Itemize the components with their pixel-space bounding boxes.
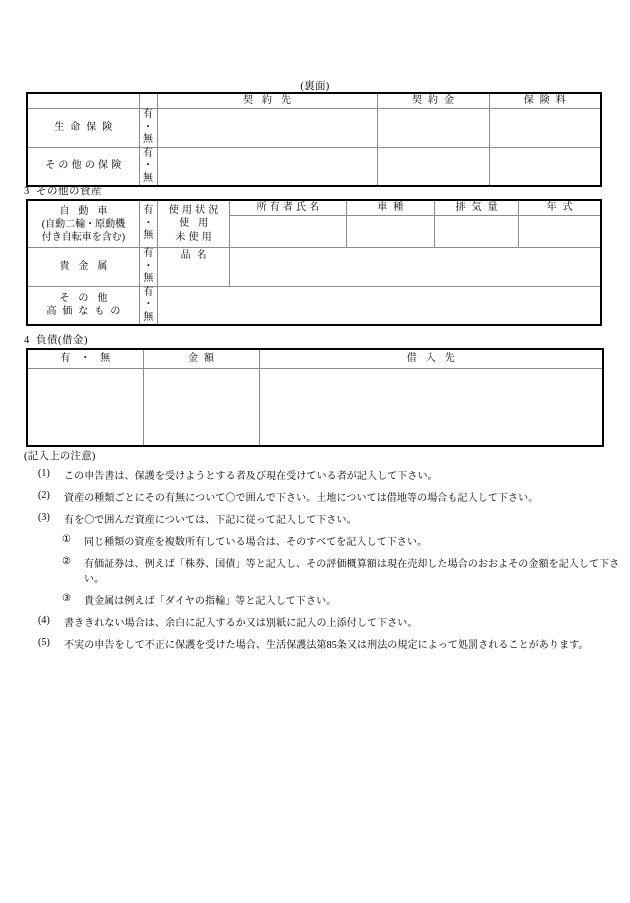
- vehicle-no: 無: [143, 230, 154, 242]
- vehicle-dot: ・: [143, 217, 154, 229]
- life-insurance-contract-amount-field[interactable]: [377, 109, 489, 148]
- note-item: [24, 491, 624, 506]
- liabilities-amount-label: 金額: [188, 352, 220, 364]
- other-valuables-yes: 有: [143, 286, 154, 298]
- insurance-header-blank: [27, 93, 139, 109]
- life-insurance-dot: ・: [143, 121, 153, 133]
- precious-metals-dot: ・: [143, 260, 154, 272]
- note-item: [24, 513, 624, 528]
- note-marker: ②: [62, 555, 72, 567]
- note-marker: (2): [38, 489, 50, 501]
- note-text: 不実の申告をして不正に保護を受けた場合、生活保護法第85条又は刑法の規定によって処罰されることがあります。: [64, 639, 589, 651]
- note-marker: (1): [38, 467, 50, 479]
- note-marker: (5): [38, 636, 50, 648]
- note-marker: (3): [38, 511, 50, 523]
- vehicle-label-line2: (自動二輪・原動機: [41, 218, 126, 230]
- vehicle-type-field[interactable]: [346, 216, 434, 248]
- note-text: 同じ種類の資産を複数所有している場合は、そのすべてを記入して下さい。: [84, 536, 428, 548]
- other-assets-heading-label: その他の資産: [36, 186, 102, 197]
- note-item: [24, 557, 624, 587]
- other-valuables-yesno-cell[interactable]: [139, 286, 157, 325]
- other-insurance-dot: ・: [143, 160, 153, 171]
- life-insurance-no: 無: [143, 134, 153, 145]
- precious-metals-item-name-label: 品名: [180, 250, 213, 261]
- note-text: 有を〇で囲んだ資産については、下記に従って記入して下さい。: [64, 514, 357, 526]
- precious-metals-item-name-header: [157, 248, 229, 287]
- other-valuables-field[interactable]: [157, 286, 601, 325]
- liabilities-lender-field[interactable]: [259, 369, 603, 447]
- life-insurance-contractor-field[interactable]: [157, 109, 377, 148]
- vehicle-owner-name-label: 所有者氏名: [256, 201, 323, 213]
- note-marker: ③: [62, 592, 72, 604]
- insurance-header-premium: [489, 93, 601, 109]
- vehicle-type-label: 車種: [377, 201, 410, 213]
- vehicle-usage-unused[interactable]: 未使用: [175, 231, 215, 243]
- note-marker: (4): [38, 614, 50, 626]
- life-insurance-premium-field[interactable]: [489, 109, 601, 148]
- other-valuables-label-line2: 高価なもの: [46, 306, 127, 318]
- other-valuables-label-line1: その他: [59, 293, 117, 305]
- life-insurance-label-cell: [27, 109, 139, 148]
- vehicle-model-year-label: 年式: [546, 201, 579, 213]
- vehicle-model-year-header: [519, 200, 601, 216]
- vehicle-type-header: [346, 200, 434, 216]
- other-insurance-contractor-field[interactable]: [157, 147, 377, 186]
- precious-metals-yesno-cell[interactable]: [139, 248, 157, 287]
- precious-metals-label-cell: [27, 248, 139, 287]
- other-insurance-contract-amount-field[interactable]: [377, 147, 489, 186]
- liabilities-amount-field[interactable]: [143, 369, 259, 447]
- vehicle-yes: 有: [143, 205, 154, 217]
- life-insurance-yes: 有: [143, 109, 153, 120]
- liabilities-yesno-field[interactable]: [27, 369, 143, 447]
- note-item: [24, 594, 624, 609]
- insurance-header-yesno: [139, 93, 157, 109]
- vehicle-usage-used[interactable]: 使用: [179, 218, 218, 230]
- notes-section: [24, 452, 624, 660]
- insurance-header-contract-amount: [377, 93, 489, 109]
- notes-title: (記入上の注意): [24, 451, 96, 462]
- vehicle-owner-name-header: [230, 200, 346, 216]
- vehicle-model-year-field[interactable]: [519, 216, 601, 248]
- other-insurance-premium-field[interactable]: [489, 147, 601, 186]
- liabilities-lender-label: 借入先: [406, 352, 464, 364]
- other-insurance-yes: 有: [143, 147, 153, 159]
- table-row: [27, 147, 601, 186]
- life-insurance-yesno-cell[interactable]: [139, 109, 157, 148]
- vehicle-displacement-field[interactable]: [434, 216, 518, 248]
- note-item: [24, 616, 624, 631]
- note-text: 書ききれない場合は、余白に記入するか又は別紙に記入の上添付して下さい。: [64, 617, 418, 629]
- note-item: [24, 638, 624, 653]
- other-insurance-no: 無: [143, 172, 153, 184]
- precious-metals-label: 貴金属: [59, 260, 117, 272]
- insurance-header-contractor-label: 契約先: [243, 94, 300, 106]
- vehicle-label-line3: 付き自転車を含む): [41, 231, 126, 243]
- other-insurance-label: その他の保険: [45, 160, 125, 171]
- life-insurance-label: 生命保険: [54, 121, 119, 133]
- liabilities-lender-header: [259, 349, 603, 369]
- insurance-header-premium-label: 保険料: [523, 94, 572, 106]
- vehicle-usage-cell[interactable]: [157, 200, 229, 248]
- liabilities-header-row: [27, 349, 603, 369]
- vehicle-owner-name-field[interactable]: [230, 216, 346, 248]
- insurance-header-row: [27, 93, 601, 109]
- liabilities-heading: [24, 332, 88, 347]
- table-row: [27, 248, 601, 287]
- liabilities-heading-label: 負債(借金): [36, 335, 88, 346]
- note-text: この申告書は、保護を受けようとする者及び現在受けている者が記入して下さい。: [64, 470, 438, 482]
- notes-list: [24, 469, 624, 653]
- insurance-header-contract-amount-label: 契約金: [412, 94, 460, 106]
- vehicle-header-row: [27, 200, 601, 216]
- table-row: [27, 109, 601, 148]
- vehicle-displacement-header: [434, 200, 518, 216]
- other-assets-heading: [24, 183, 102, 198]
- vehicle-yesno-cell[interactable]: [139, 200, 157, 248]
- precious-metals-no: 無: [143, 273, 154, 284]
- other-assets-table: [26, 199, 602, 326]
- precious-metals-item-name-field[interactable]: [230, 248, 601, 287]
- note-marker: ①: [62, 533, 72, 545]
- other-insurance-yesno-cell[interactable]: [139, 147, 157, 186]
- vehicle-usage-header: 使用状況: [168, 205, 222, 217]
- other-valuables-no: 無: [143, 311, 154, 323]
- liabilities-yesno-label: 有 ・ 無: [60, 352, 111, 364]
- other-valuables-dot: ・: [143, 299, 154, 310]
- note-text: 有価証券は、例えば「株券、国債」等と記入し、その評価概算額は現在売却した場合のおおよその金額を記入して下さい。: [84, 558, 620, 585]
- liabilities-heading-number: 4: [24, 335, 30, 346]
- other-assets-heading-number: 3: [24, 186, 30, 197]
- precious-metals-yes: 有: [143, 248, 154, 259]
- insurance-table: [26, 92, 602, 187]
- note-text: 貴金属は例えば「ダイヤの指輪」等と記入して下さい。: [84, 595, 337, 607]
- vehicle-label-line1: 自動車: [59, 205, 117, 217]
- note-text: 資産の種類ごとにその有無について〇で囲んで下さい。土地については借地等の場合も記入して下さい。: [64, 492, 539, 504]
- table-row: [27, 286, 601, 325]
- other-insurance-label-cell: [27, 147, 139, 186]
- liabilities-table: [26, 348, 604, 447]
- note-item: [24, 535, 624, 550]
- back-side-label: (裏面): [300, 81, 330, 92]
- vehicle-displacement-label: 排気量: [455, 201, 504, 213]
- liabilities-amount-header: [143, 349, 259, 369]
- table-row: [27, 369, 603, 447]
- other-valuables-label-cell: [27, 286, 139, 325]
- liabilities-yesno-header: [27, 349, 143, 369]
- note-item: [24, 469, 624, 484]
- insurance-header-contractor: [157, 93, 377, 109]
- vehicle-label-cell: [27, 200, 139, 248]
